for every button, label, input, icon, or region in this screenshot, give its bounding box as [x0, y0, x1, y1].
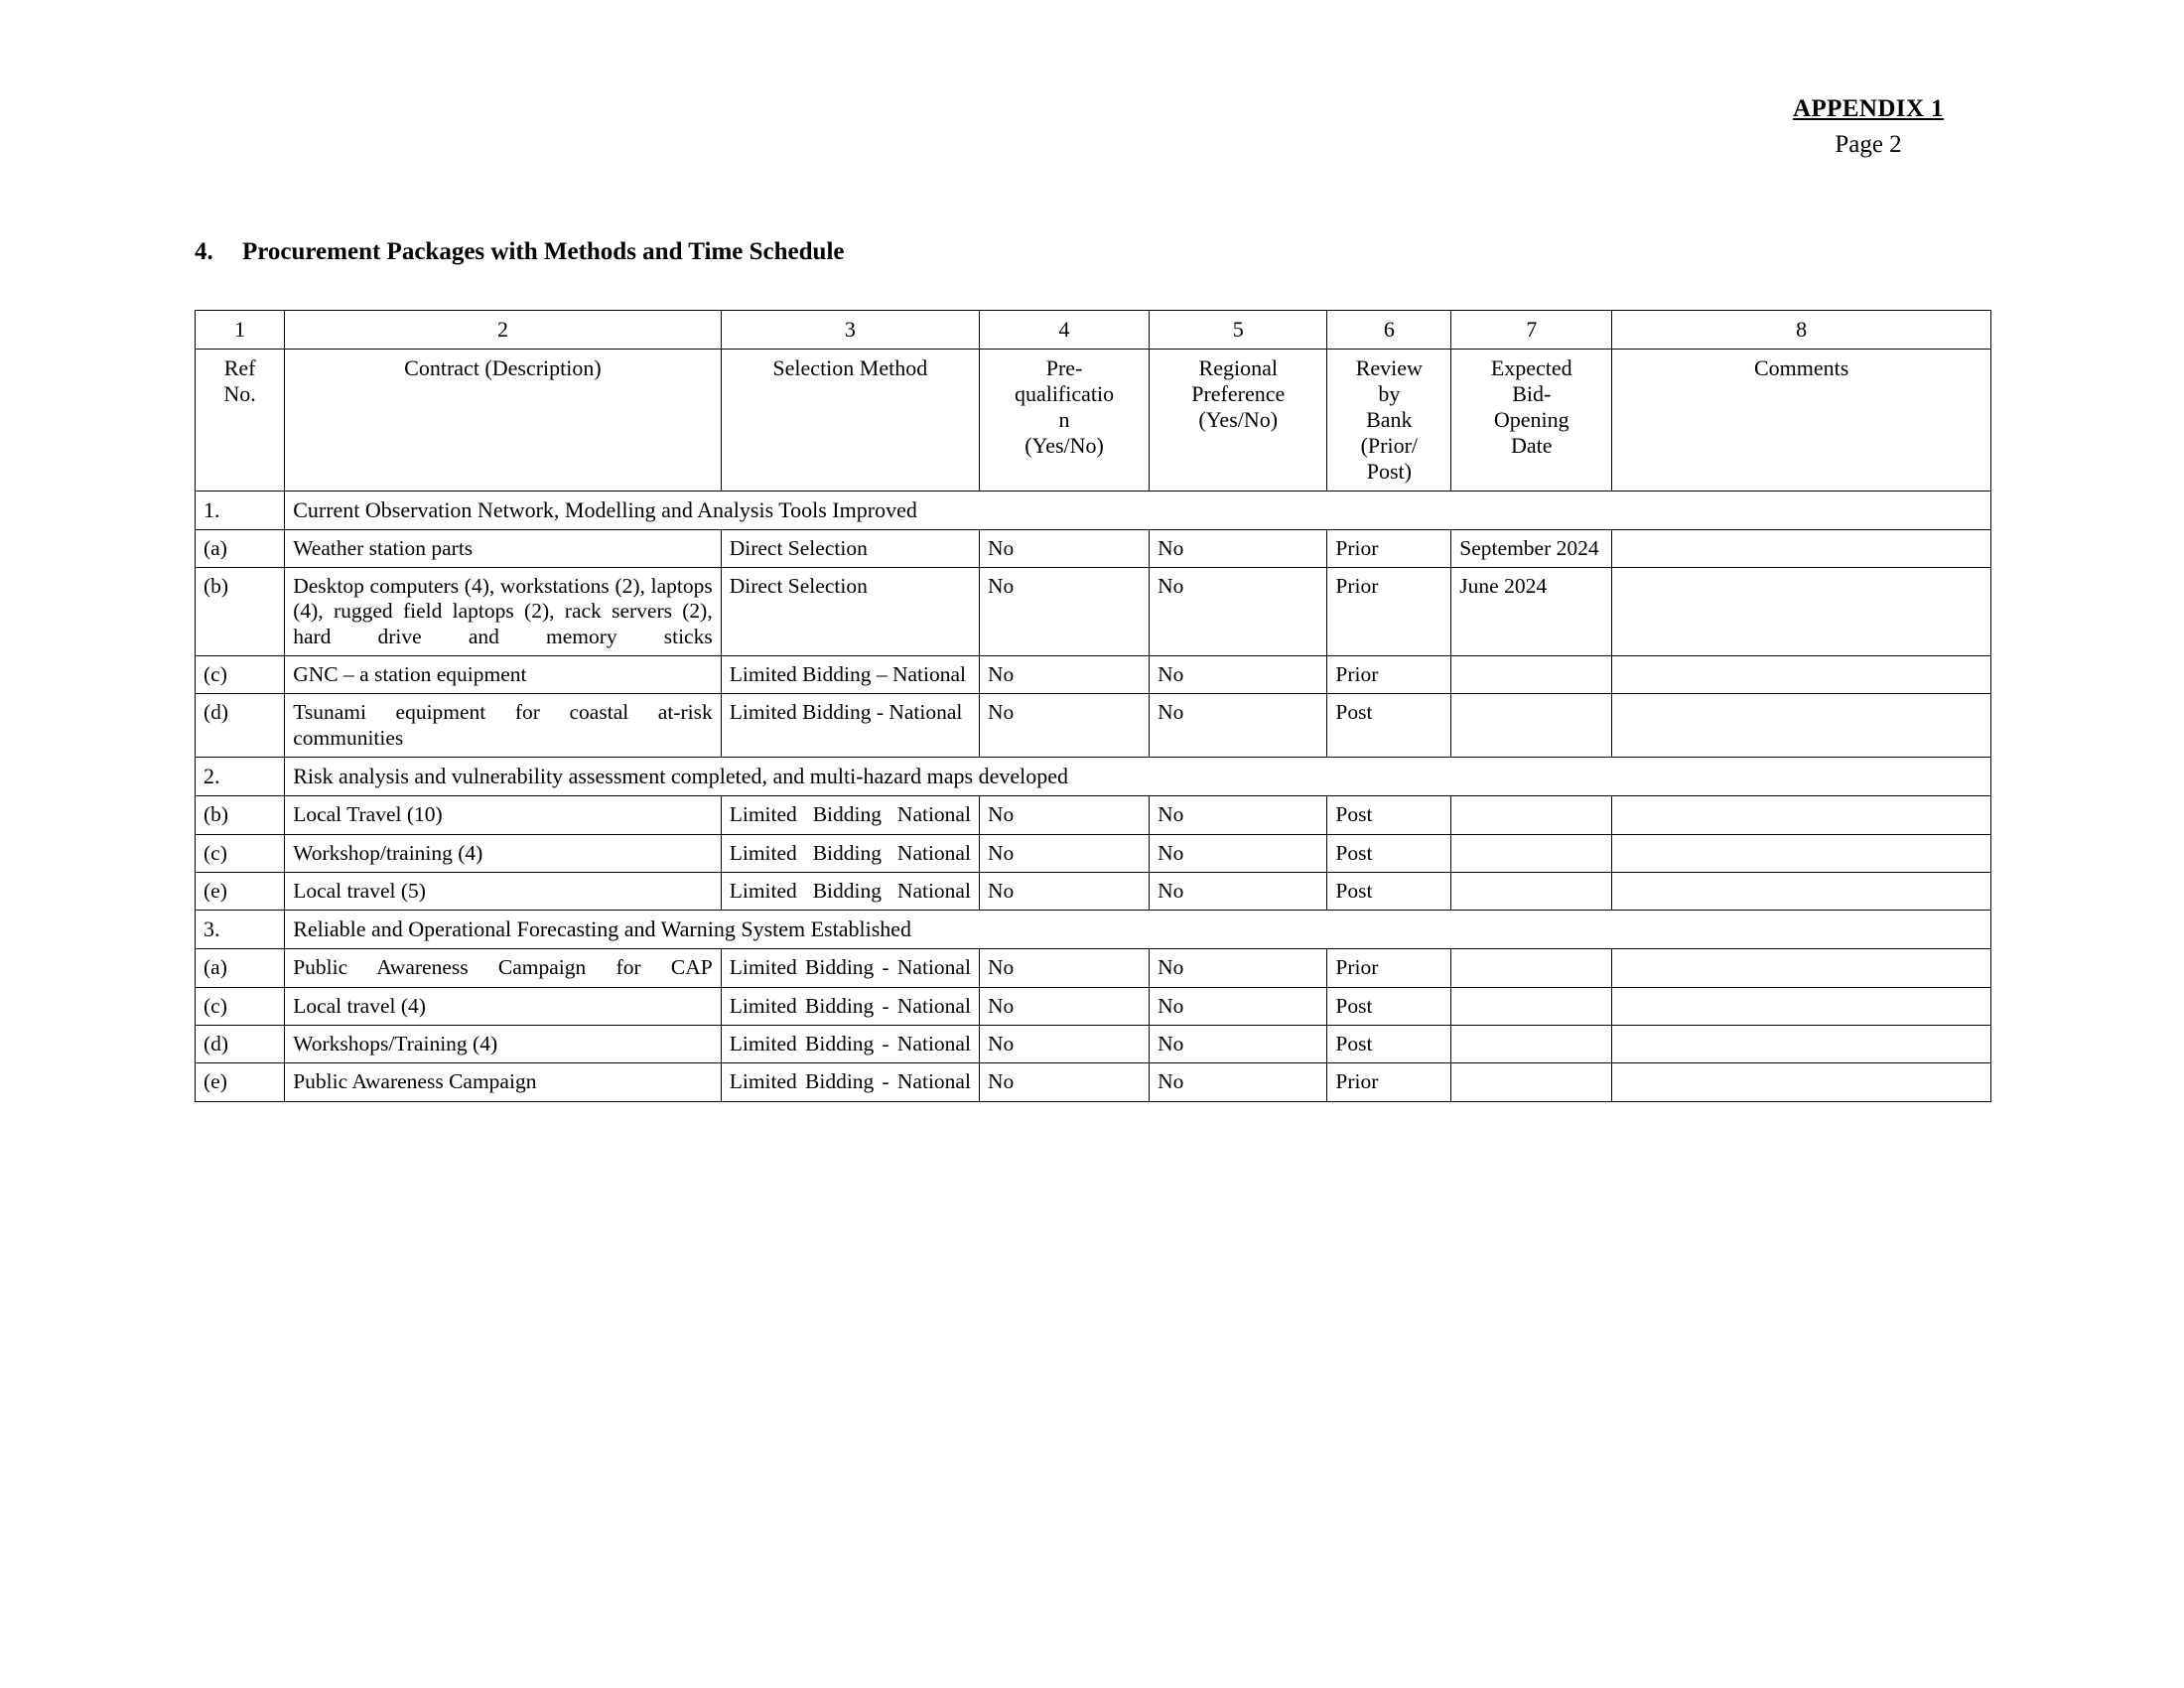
cell-expected-date: [1451, 872, 1612, 910]
table-row: [196, 949, 1991, 987]
cell-review-by-bank: Prior: [1327, 656, 1451, 694]
cell-expected-date: [1451, 1025, 1612, 1062]
header-expected-line-1: Expected: [1490, 354, 1572, 380]
group-title: Reliable and Operational Forecasting and Warning System Established: [285, 911, 1991, 949]
cell-ref: (a): [196, 529, 285, 567]
cell-ref: (e): [196, 872, 285, 910]
cell-prequalification: No: [979, 872, 1149, 910]
cell-ref: (b): [196, 796, 285, 834]
cell-comments: [1612, 872, 1991, 910]
cell-description: Tsunami equipment for coastal at-risk communities: [285, 694, 722, 758]
cell-comments: [1612, 694, 1991, 758]
cell-regional-preference: No: [1150, 796, 1327, 834]
cell-review-by-bank: Post: [1327, 796, 1451, 834]
table-group-row: [196, 758, 1991, 796]
cell-selection-method: Limited Bidding National: [721, 796, 979, 834]
header-ref-line-2: No.: [223, 380, 256, 406]
cell-review-by-bank: Prior: [1327, 949, 1451, 987]
table-row: [196, 656, 1991, 694]
cell-prequalification: No: [979, 694, 1149, 758]
cell-review-by-bank: Post: [1327, 987, 1451, 1025]
header-regional-line-2: Preference: [1191, 380, 1286, 406]
cell-regional-preference: No: [1150, 949, 1327, 987]
cell-expected-date: [1451, 834, 1612, 872]
header-expected-bid-opening-date: [1451, 349, 1612, 491]
cell-selection-method: Direct Selection: [721, 529, 979, 567]
cell-description: Public Awareness Campaign for CAP: [285, 949, 722, 987]
section-heading: [195, 238, 844, 266]
cell-description: Workshop/training (4): [285, 834, 722, 872]
group-number: 2.: [196, 758, 285, 796]
cell-ref: (d): [196, 1025, 285, 1062]
cell-selection-method: Limited Bidding - National: [721, 1025, 979, 1062]
cell-selection-method: Limited Bidding National: [721, 834, 979, 872]
cell-selection-method: Limited Bidding - National: [721, 1063, 979, 1101]
cell-ref: (c): [196, 834, 285, 872]
cell-prequalification: No: [979, 987, 1149, 1025]
cell-description: GNC – a station equipment: [285, 656, 722, 694]
header-ref-line-1: Ref: [223, 354, 256, 380]
cell-review-by-bank: Post: [1327, 834, 1451, 872]
header-comments: Comments: [1612, 349, 1991, 491]
cell-comments: [1612, 529, 1991, 567]
cell-description: Workshops/Training (4): [285, 1025, 722, 1062]
header-ref-no: [196, 349, 285, 491]
header-regional-line-3: (Yes/No): [1198, 406, 1279, 432]
cell-expected-date: June 2024: [1451, 568, 1612, 656]
cell-regional-preference: No: [1150, 987, 1327, 1025]
cell-selection-method: Limited Bidding – National: [721, 656, 979, 694]
cell-prequalification: No: [979, 1025, 1149, 1062]
table-row: [196, 568, 1991, 656]
cell-ref: (e): [196, 1063, 285, 1101]
cell-description: Desktop computers (4), workstations (2), laptops (4), rugged field laptops (2), rack servers (2), hard drive and memory sticks: [285, 568, 722, 656]
table-row: [196, 1025, 1991, 1062]
cell-description: Local Travel (10): [285, 796, 722, 834]
table-row: [196, 529, 1991, 567]
cell-expected-date: [1451, 656, 1612, 694]
colnum-4: 4: [979, 311, 1149, 350]
header-expected-line-2: Bid-: [1512, 380, 1552, 406]
table-row: [196, 1063, 1991, 1101]
table-group-row: [196, 911, 1991, 949]
cell-ref: (d): [196, 694, 285, 758]
appendix-title: APPENDIX 1: [1793, 95, 1944, 122]
header-prequalification: [979, 349, 1149, 491]
cell-selection-method: Limited Bidding National: [721, 872, 979, 910]
table-row: [196, 694, 1991, 758]
header-regional-preference: [1150, 349, 1327, 491]
group-title: Risk analysis and vulnerability assessment completed, and multi-hazard maps developed: [285, 758, 1991, 796]
header-prequal-line-3: n: [1058, 406, 1070, 432]
colnum-8: 8: [1612, 311, 1991, 350]
cell-selection-method: Direct Selection: [721, 568, 979, 656]
cell-ref: (b): [196, 568, 285, 656]
header-expected-line-3: Opening: [1493, 406, 1570, 432]
cell-prequalification: No: [979, 529, 1149, 567]
header-prequal-line-2: qualificatio: [1014, 380, 1115, 406]
cell-description: Public Awareness Campaign: [285, 1063, 722, 1101]
cell-ref: (c): [196, 656, 285, 694]
group-number: 1.: [196, 491, 285, 529]
cell-regional-preference: No: [1150, 834, 1327, 872]
header-prequal-line-1: Pre-: [1045, 354, 1083, 380]
cell-expected-date: [1451, 987, 1612, 1025]
colnum-6: 6: [1327, 311, 1451, 350]
colnum-7: 7: [1451, 311, 1612, 350]
cell-expected-date: [1451, 694, 1612, 758]
cell-review-by-bank: Post: [1327, 694, 1451, 758]
header-review-by-bank: [1327, 349, 1451, 491]
cell-regional-preference: No: [1150, 568, 1327, 656]
cell-expected-date: [1451, 949, 1612, 987]
header-expected-line-4: Date: [1510, 432, 1553, 458]
header-prequal-line-4: (Yes/No): [1024, 432, 1104, 458]
page-header: [1660, 95, 2077, 159]
procurement-packages-table: [195, 310, 1991, 1102]
cell-expected-date: [1451, 796, 1612, 834]
cell-comments: [1612, 568, 1991, 656]
header-regional-line-1: Regional: [1198, 354, 1278, 380]
cell-review-by-bank: Post: [1327, 872, 1451, 910]
table-header-row: [196, 349, 1991, 491]
colnum-5: 5: [1150, 311, 1327, 350]
header-review-line-3: Bank: [1366, 406, 1413, 432]
cell-comments: [1612, 796, 1991, 834]
cell-description: Weather station parts: [285, 529, 722, 567]
cell-prequalification: No: [979, 949, 1149, 987]
cell-regional-preference: No: [1150, 872, 1327, 910]
cell-prequalification: No: [979, 1063, 1149, 1101]
cell-regional-preference: No: [1150, 656, 1327, 694]
table-row: [196, 987, 1991, 1025]
header-review-line-5: Post): [1366, 458, 1412, 484]
cell-comments: [1612, 1025, 1991, 1062]
cell-regional-preference: No: [1150, 1063, 1327, 1101]
page-number-label: Page 2: [1835, 131, 1902, 158]
cell-prequalification: No: [979, 796, 1149, 834]
section-title: Procurement Packages with Methods and Time Schedule: [242, 238, 845, 265]
cell-prequalification: No: [979, 568, 1149, 656]
section-number: 4.: [195, 238, 213, 265]
group-title: Current Observation Network, Modelling and Analysis Tools Improved: [285, 491, 1991, 529]
cell-prequalification: No: [979, 656, 1149, 694]
group-number: 3.: [196, 911, 285, 949]
cell-selection-method: Limited Bidding - National: [721, 694, 979, 758]
cell-review-by-bank: Prior: [1327, 529, 1451, 567]
colnum-2: 2: [285, 311, 722, 350]
cell-expected-date: September 2024: [1451, 529, 1612, 567]
header-selection-method: Selection Method: [721, 349, 979, 491]
cell-review-by-bank: Post: [1327, 1025, 1451, 1062]
table-row: [196, 872, 1991, 910]
header-review-line-4: (Prior/: [1360, 432, 1419, 458]
table-row: [196, 834, 1991, 872]
cell-description: Local travel (5): [285, 872, 722, 910]
cell-ref: (c): [196, 987, 285, 1025]
cell-review-by-bank: Prior: [1327, 1063, 1451, 1101]
cell-selection-method: Limited Bidding - National: [721, 949, 979, 987]
cell-regional-preference: No: [1150, 1025, 1327, 1062]
header-contract-description: Contract (Description): [285, 349, 722, 491]
cell-prequalification: No: [979, 834, 1149, 872]
colnum-3: 3: [721, 311, 979, 350]
table-column-number-row: [196, 311, 1991, 350]
table-group-row: [196, 491, 1991, 529]
cell-comments: [1612, 949, 1991, 987]
cell-selection-method: Limited Bidding - National: [721, 987, 979, 1025]
cell-comments: [1612, 1063, 1991, 1101]
cell-ref: (a): [196, 949, 285, 987]
cell-regional-preference: No: [1150, 694, 1327, 758]
cell-comments: [1612, 987, 1991, 1025]
colnum-1: 1: [196, 311, 285, 350]
header-review-line-1: Review: [1355, 354, 1423, 380]
cell-regional-preference: No: [1150, 529, 1327, 567]
cell-comments: [1612, 656, 1991, 694]
header-review-line-2: by: [1378, 380, 1401, 406]
table-row: [196, 796, 1991, 834]
cell-description: Local travel (4): [285, 987, 722, 1025]
cell-review-by-bank: Prior: [1327, 568, 1451, 656]
cell-comments: [1612, 834, 1991, 872]
cell-expected-date: [1451, 1063, 1612, 1101]
